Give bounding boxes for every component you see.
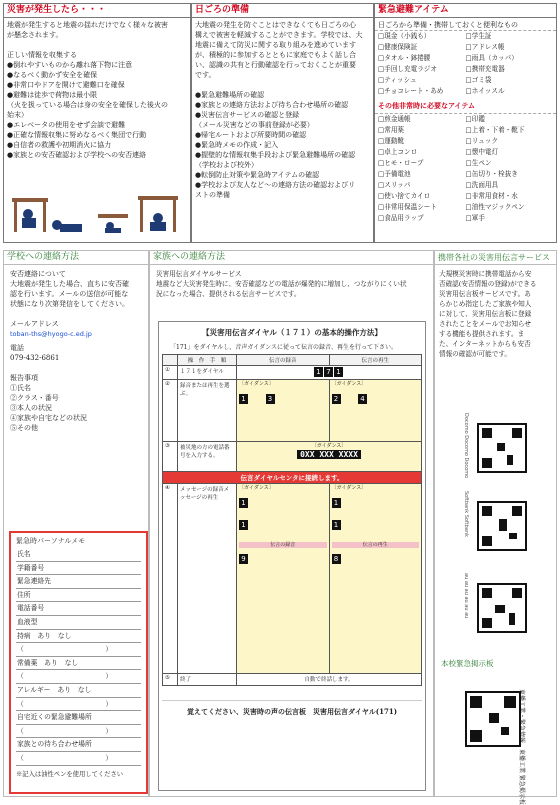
memo-field: （ ） (16, 698, 141, 712)
preparation-text (192, 18, 373, 202)
step2-record: 〔ガイダンス〕 1 3 (237, 380, 330, 442)
preparation-line: です。 (195, 71, 216, 79)
step4-record: 〔ガイダンス〕 1 1 伝言の録音 9 (237, 484, 330, 674)
preparation-line: 構えで被害を軽減することができます。学校では、大 (195, 31, 363, 39)
memo-field: アレルギー あり なし (16, 684, 141, 698)
school-report-line: ④家族や自宅などの状況 (10, 414, 87, 422)
preparation-panel (191, 3, 374, 243)
emergency-item: □ティッシュ (378, 76, 417, 84)
other-item: □予備電池 (378, 170, 411, 178)
school-contact-text (4, 265, 148, 329)
dial171-box-title: 【災害用伝言ダイヤル（１７１）の基本的操作方法】 (202, 328, 382, 337)
dial171-table: 操 作 手 順 伝言の録音 伝言の再生 ① １７１をダイヤル 1 7 1 ② 録音または再生を選ぶ。 〔ガイダンス〕 1 3 〔ガイダンス〕 2 4 ③ 被災地の方の電話番号を入力する。 〔ガイダンス〕 0XX XXX XXXX 伝言ダイヤルセンタに接続します。 ④ メッセージの録音メッセージの再生 〔ガイダンス〕 1 1 伝言の録音 9 〔ガイダンス〕 1 1 伝言の再生 8 ⑤ 終了 自動で終話します。 (162, 354, 422, 686)
family-contact-line: 地震など大災害発生時に、安否確認などの電話が爆発的に増加し、つながりにくい状 (156, 280, 407, 288)
school-board-qr-code[interactable] (465, 691, 521, 747)
emergency-item: □現金（小銭も） (378, 32, 431, 40)
au-qr-code[interactable] (477, 583, 527, 633)
other-item: □使い捨てカイロ (378, 192, 431, 200)
other-item: □卓上コンロ (378, 148, 418, 156)
emergency-item: □チョコレート・あめ (378, 87, 444, 95)
school-contact-line: 状態になり次第発信をしてください。 (10, 300, 129, 308)
school-report-line: ③本人の状況 (10, 404, 52, 412)
preparation-line: 地震に備えて防災に関する取り組みを進めています (195, 41, 356, 49)
other-item: □常用薬 (378, 126, 405, 134)
memo-field: 持病 あり なし (16, 630, 141, 644)
family-contact-line: 況になった場合、提供される伝言サービスです。 (156, 290, 301, 298)
emergency-items-intro: 日ごろから準備・携帯しておくと便利なもの (378, 21, 518, 29)
emergency-item: □学生証 (465, 32, 492, 40)
emergency-item: □ホイッスル (465, 87, 505, 95)
family-contact-text (150, 265, 433, 299)
preparation-line: ●災害伝言サービスの確認と登録 (195, 111, 300, 119)
other-item: □油性マジックペン (465, 203, 525, 211)
memo-field: 家族との待ち合わせ場所 (16, 738, 141, 752)
disaster-line: （火を扱っている場合は身の安全を確保した後火の (7, 101, 168, 109)
disaster-line: が懸念されます。 (7, 31, 63, 39)
disaster-panel (3, 3, 191, 243)
step2-label: 録音または再生を選ぶ。 (178, 380, 237, 442)
dial171-footer: 覚えてください、災害時の声の伝言板 災害用伝言ダイヤル(171) (162, 700, 422, 717)
disaster-line: ●避難は徒歩で荷物は最小限 (7, 91, 98, 99)
other-item: □洗面用具 (465, 181, 499, 189)
family-contact-line: 災害用伝言ダイヤルサービス (156, 270, 242, 278)
school-contact-line: 大地震が発生した場合、直ちに安否確 (10, 280, 129, 288)
preparation-line: ●家族との連絡方法および待ち合わせ場所の確認 (195, 101, 349, 109)
school-report-line: ①氏名 (10, 384, 31, 392)
carrier-line: た、インターネットからも安否 (439, 340, 531, 348)
step4-label: メッセージの録音メッセージの再生 (178, 484, 237, 674)
preparation-title: 日ごろの準備 (192, 4, 373, 18)
softbank-qr-code[interactable] (477, 501, 527, 551)
column-play: 伝言の再生 (329, 355, 422, 366)
disaster-line: ●家族との安否確認および学校への安否連絡 (7, 151, 147, 159)
docomo-label: Docomo Docomo Docomo (463, 413, 469, 479)
disaster-line (7, 40, 187, 50)
earthquake-illustration (10, 184, 186, 240)
preparation-line (195, 80, 370, 90)
emergency-items-title: 緊急避難アイテム (375, 4, 556, 18)
school-contact-line: 安否連絡について (10, 270, 66, 278)
other-item: □生ペン (465, 159, 492, 167)
carrier-text (435, 265, 556, 359)
carrier-line: らかじめ指定したご家族や知人 (439, 300, 532, 308)
emergency-items-panel (374, 3, 557, 243)
school-report-line: ⑤その他 (10, 424, 38, 432)
emergency-items-list (375, 30, 556, 97)
emergency-item: □タオル・鉢捲腰 (378, 54, 431, 62)
emergency-item: □手回し充電ラジオ (378, 65, 437, 73)
family-contact-title: 家族への連絡方法 (150, 251, 433, 265)
personal-memo-footer: ※記入は油性ペンを使用してください (16, 770, 124, 778)
step2-play: 〔ガイダンス〕 2 4 (329, 380, 422, 442)
step4-play: 〔ガイダンス〕 1 1 伝言の再生 8 (329, 484, 422, 674)
school-report-text (4, 339, 148, 433)
memo-field: （ ） (16, 643, 141, 657)
preparation-line: が、積極的に参加するとともに家庭でもよく話し合 (195, 51, 356, 59)
personal-memo-fields (16, 548, 141, 766)
preparation-line: ●緊急時メモの作成・記入 (195, 141, 279, 149)
preparation-line: ●握壁的な情報収集手段および緊急避難場所の確認 (195, 151, 356, 159)
step5-note: 自動で終話します。 (237, 674, 422, 686)
emergency-item: □携帯充電器 (465, 65, 505, 73)
dial171-box (158, 321, 426, 791)
preparation-line: い、認識の共有と行動確認を行っておくことが重要 (195, 61, 356, 69)
other-item: □煎金通帳 (378, 115, 411, 123)
school-contact-line: 認を行います。メールの送信が可能な (10, 290, 129, 298)
other-item: □食品用ラップ (378, 214, 424, 222)
disaster-title: 災害が発生したら・・・ (4, 4, 190, 18)
carrier-title: 携帯各社の災害用伝言サービス (435, 251, 556, 265)
connect-center-band: 伝言ダイヤルセンタに接続します。 (163, 472, 422, 484)
disaster-line: 正しい情報を収集する (7, 51, 77, 59)
school-board-title: 本校緊急掲示板 (441, 659, 494, 668)
school-report-line: 電話 (10, 344, 24, 352)
school-board-caption: 東播工業・緊急情報 東播工業 緊急掲示板 (518, 689, 525, 805)
carrier-line: 大規模災害時に携帯電話から安 (439, 270, 532, 278)
softbank-label: Softbank Softbank (463, 491, 469, 537)
column-record: 伝言の録音 (237, 355, 330, 366)
preparation-line: ●緊急避難場所の確認 (195, 91, 265, 99)
emergency-item: □アドレス帳 (465, 43, 505, 51)
disaster-line: ●エレベータの使用をせず会談で避難 (7, 121, 126, 129)
docomo-qr-code[interactable] (477, 423, 527, 473)
other-items-title: その他非常時に必要なアイテム (378, 101, 476, 110)
other-item: □缶切り・栓抜き (465, 170, 518, 178)
school-email-link[interactable]: toban-ths@hyogo-c.ed.jp (10, 330, 92, 338)
carrier-line: する機能も提供されます。ま (439, 330, 525, 338)
disaster-line: ●正確な情報収集に努めなるべく集団で行動 (7, 131, 147, 139)
disaster-line: ●なるべく動かず安全を確保 (7, 71, 98, 79)
carrier-line: に対して、災害用伝言板に登録 (439, 310, 532, 318)
other-item: □上着・下着・靴下 (465, 126, 525, 134)
other-item: □懐中電灯 (465, 148, 499, 156)
other-item: □スリッパ (378, 181, 411, 189)
memo-field: （ ） (16, 670, 141, 684)
disaster-line: 始末） (7, 111, 28, 119)
other-item: □印鑑 (465, 115, 485, 123)
emergency-item: □健康保険証 (378, 43, 418, 51)
dial171-keys: 1 7 1 (237, 366, 422, 380)
school-contact-line: メールアドレス (10, 320, 59, 328)
disaster-line: 地震が発生すると地震の揺れだけでなく様々な被害 (7, 21, 168, 29)
preparation-line: ●帰宅ルートおよび所要時間の確認 (195, 131, 307, 139)
disaster-line: ●倒れやすいものから離れ落下物に注意 (7, 61, 133, 69)
school-report-line: 報告事項 (10, 374, 38, 382)
school-report-line: 079-432-6861 (10, 354, 60, 362)
personal-memo-title: 緊急時パーソナルメモ (16, 537, 86, 545)
memo-field: 電話番号 (16, 602, 141, 616)
step5-label: 終了 (178, 674, 237, 686)
school-contact-title: 学校への連絡方法 (4, 251, 148, 265)
disaster-line: ●非常口やドアを開けて避難口を確保 (7, 81, 125, 89)
other-item: □非常用食材・水 (465, 192, 518, 200)
preparation-line: ストの準備 (195, 191, 230, 199)
memo-field: 学籍番号 (16, 562, 141, 576)
preparation-line: ●転倒防止対策や緊急時アイテムの確認 (195, 171, 320, 179)
other-item: □軍手 (465, 214, 485, 222)
preparation-line: 大地震の発生を防ぐことはできなくても日ごろの心 (195, 21, 356, 29)
school-report-line (10, 363, 142, 373)
preparation-line: （学校および校外） (195, 161, 258, 169)
other-item: □非常用保温シート (378, 203, 437, 211)
step1-label: １７１をダイヤル (178, 366, 237, 380)
carrier-line: 情報の確認が可能です。 (439, 350, 512, 358)
memo-field: 常備薬 あり なし (16, 657, 141, 671)
other-items-list (375, 113, 556, 224)
other-item: □ヒモ・ロープ (378, 159, 424, 167)
disaster-text (4, 18, 190, 162)
memo-field: 緊急連絡先 (16, 575, 141, 589)
other-item: □リュック (465, 137, 498, 145)
memo-field: 住所 (16, 589, 141, 603)
personal-memo (9, 531, 148, 794)
school-report-line: ②クラス・番号 (10, 394, 59, 402)
emergency-item: □ゴミ袋 (465, 76, 492, 84)
disaster-line: ●自信者の救護や初期消火に協力 (7, 141, 112, 149)
memo-field: 自宅近くの緊急避難場所 (16, 711, 141, 725)
carrier-panel (434, 250, 557, 805)
emergency-item: □雨具（カッパ） (465, 54, 518, 62)
dial171-intro: 「171」をダイヤルし、音声ガイダンスに従って伝言の録音、再生を行って下さい。 (170, 344, 397, 351)
au-label: au au au au au au (463, 573, 469, 619)
carrier-line: されたことをメールでお知らせ (439, 320, 531, 328)
step3-label: 被災地の方の電話番号を入力する。 (178, 442, 237, 472)
preparation-line: （メール災害などの事前登録が必要） (195, 121, 314, 129)
family-contact-panel (149, 250, 434, 797)
column-steps: 操 作 手 順 (178, 355, 237, 366)
carrier-line: 災害用伝言板サービスです。あ (439, 290, 531, 298)
preparation-line: ●学校および友人など～の連絡方法の確認およびリ (195, 181, 356, 189)
memo-field: 血液型 (16, 616, 141, 630)
memo-field: 氏名 (16, 548, 141, 562)
other-item: □運動靴 (378, 137, 405, 145)
memo-field: （ ） (16, 752, 141, 766)
memo-field: （ ） (16, 725, 141, 739)
carrier-line: 否確認(安否情報の登録)ができる (439, 280, 537, 288)
step3-number: 〔ガイダンス〕 0XX XXX XXXX (237, 442, 422, 472)
school-contact-line (10, 309, 142, 319)
